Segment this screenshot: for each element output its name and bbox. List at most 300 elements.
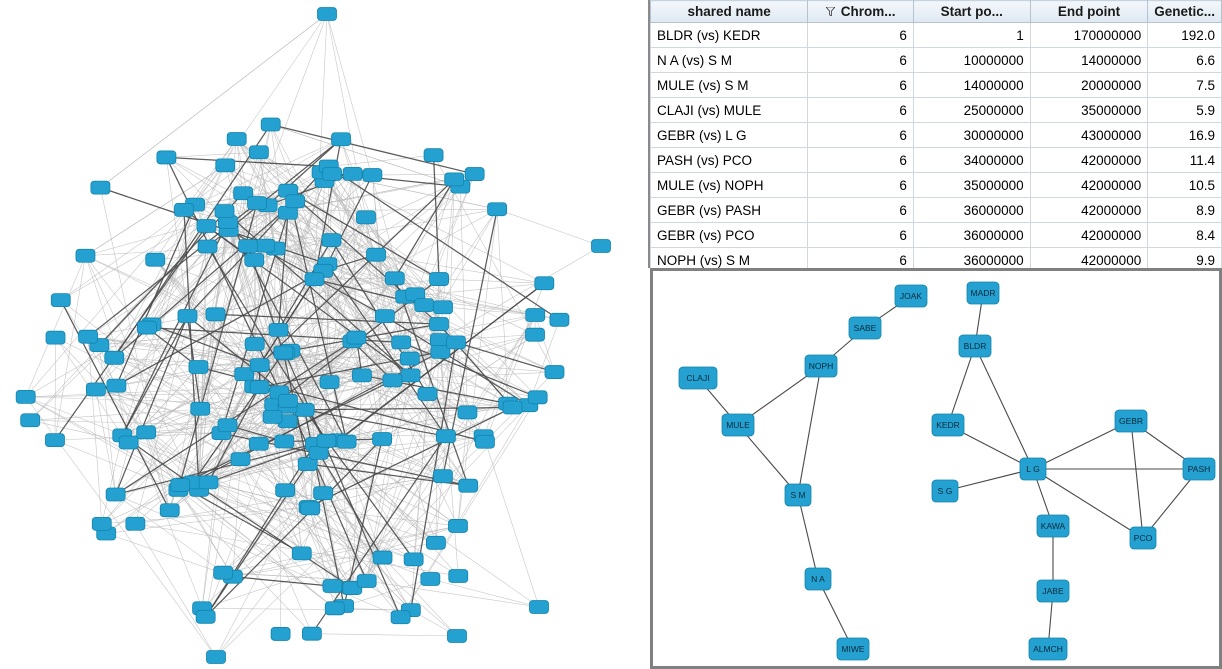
network-node[interactable] [249, 146, 268, 159]
network-node-shape[interactable] [356, 211, 375, 224]
network-node-shape[interactable] [446, 336, 465, 349]
network-node[interactable] [206, 308, 225, 321]
network-node-shape[interactable] [92, 517, 111, 530]
network-node-shape[interactable] [530, 601, 549, 614]
network-node-shape[interactable] [445, 173, 464, 186]
table-cell-start_point[interactable]: 1 [913, 23, 1030, 48]
network-node[interactable] [322, 234, 341, 247]
network-node[interactable] [207, 651, 226, 664]
table-cell-chrom[interactable]: 6 [808, 148, 914, 173]
table-cell-chrom[interactable]: 6 [808, 48, 914, 73]
network-node-shape[interactable] [458, 406, 477, 419]
network-node-shape[interactable] [323, 167, 342, 180]
network-node-shape[interactable] [245, 337, 264, 350]
table-cell-start_point[interactable]: 36000000 [913, 198, 1030, 223]
network-node[interactable] [249, 437, 268, 450]
network-node[interactable] [227, 132, 246, 145]
network-node-shape[interactable] [320, 376, 339, 389]
network-node[interactable] [295, 403, 314, 416]
network-node-shape[interactable] [275, 435, 294, 448]
network-node[interactable] [91, 181, 110, 194]
network-node-shape[interactable] [16, 390, 35, 403]
network-node[interactable] [286, 195, 305, 208]
network-node-shape[interactable] [126, 517, 145, 530]
network-node-shape[interactable] [105, 351, 124, 364]
network-node[interactable] [373, 551, 392, 564]
network-node[interactable] [433, 470, 452, 483]
network-node[interactable] [426, 536, 445, 549]
network-node-shape[interactable] [391, 611, 410, 624]
table-cell-chrom[interactable]: 6 [808, 73, 914, 98]
network-node-miwe[interactable] [837, 638, 869, 660]
network-node-shape[interactable] [119, 436, 138, 449]
table-row[interactable] [651, 248, 1222, 269]
network-node-shape[interactable] [323, 579, 342, 592]
network-node[interactable] [526, 308, 545, 321]
table-cell-end_point[interactable]: 42000000 [1030, 248, 1148, 269]
network-node[interactable] [530, 601, 549, 614]
network-node[interactable] [375, 310, 394, 323]
network-node[interactable] [271, 627, 290, 640]
network-node-shape[interactable] [171, 479, 190, 492]
network-node[interactable] [245, 254, 264, 267]
table-row[interactable] [651, 223, 1222, 248]
network-node[interactable] [269, 323, 288, 336]
table-cell-end_point[interactable]: 14000000 [1030, 48, 1148, 73]
network-node[interactable] [105, 351, 124, 364]
network-node-shape[interactable] [216, 159, 235, 172]
network-node-shape[interactable] [426, 536, 445, 549]
network-node-shape[interactable] [314, 487, 333, 500]
table-cell-chrom[interactable]: 6 [808, 98, 914, 123]
network-node[interactable] [400, 352, 419, 365]
table-cell-end_point[interactable]: 43000000 [1030, 123, 1148, 148]
column-header-chromosome[interactable] [808, 1, 914, 23]
network-node[interactable] [385, 272, 404, 285]
network-node[interactable] [318, 8, 337, 21]
network-node-sabe[interactable] [849, 317, 881, 339]
network-node[interactable] [383, 374, 402, 387]
network-node-shape[interactable] [137, 426, 156, 439]
network-node[interactable] [137, 321, 156, 334]
network-node[interactable] [16, 390, 35, 403]
network-node-shape[interactable] [206, 308, 225, 321]
table-cell-genetic[interactable]: 10.5 [1148, 173, 1222, 198]
network-node-shape[interactable] [91, 181, 110, 194]
table-cell-shared_name[interactable]: CLAJI (vs) MULE [651, 98, 808, 123]
table-body[interactable] [651, 23, 1222, 269]
network-node[interactable] [301, 502, 320, 515]
table-cell-genetic[interactable]: 16.9 [1148, 123, 1222, 148]
network-node-shape[interactable] [545, 366, 564, 379]
network-node-shape[interactable] [305, 273, 324, 286]
network-node-shape[interactable] [347, 331, 366, 344]
network-node[interactable] [214, 566, 233, 579]
network-node[interactable] [137, 426, 156, 439]
network-node[interactable] [196, 610, 215, 623]
network-node-shape[interactable] [189, 361, 208, 374]
network-node[interactable] [404, 553, 423, 566]
table-cell-end_point[interactable]: 42000000 [1030, 173, 1148, 198]
network-node[interactable] [250, 381, 269, 394]
network-node-shape[interactable] [76, 249, 95, 262]
network-node-shape[interactable] [249, 146, 268, 159]
network-node[interactable] [391, 611, 410, 624]
edge-table[interactable] [650, 0, 1222, 268]
network-node-shape[interactable] [239, 240, 258, 253]
table-row[interactable] [651, 23, 1222, 48]
network-node[interactable] [373, 432, 392, 445]
table-cell-start_point[interactable]: 35000000 [913, 173, 1030, 198]
network-node-shape[interactable] [174, 203, 193, 216]
network-node[interactable] [323, 579, 342, 592]
column-header-end-point[interactable] [1030, 1, 1148, 23]
network-node-shape[interactable] [249, 437, 268, 450]
network-node[interactable] [535, 277, 554, 290]
network-node-shape[interactable] [343, 167, 362, 180]
network-node-pash[interactable] [1183, 458, 1215, 480]
network-node-mule[interactable] [722, 414, 754, 436]
network-node-shape[interactable] [302, 627, 321, 640]
network-node[interactable] [343, 167, 362, 180]
network-node[interactable] [191, 402, 210, 415]
network-node[interactable] [107, 379, 126, 392]
network-node[interactable] [278, 394, 297, 407]
network-node-shape[interactable] [404, 553, 423, 566]
network-node[interactable] [347, 331, 366, 344]
network-node[interactable] [465, 168, 484, 181]
network-node-shape[interactable] [448, 519, 467, 532]
table-cell-start_point[interactable]: 34000000 [913, 148, 1030, 173]
table-cell-start_point[interactable]: 30000000 [913, 123, 1030, 148]
network-node-shape[interactable] [248, 196, 267, 209]
table-cell-shared_name[interactable]: N A (vs) S M [651, 48, 808, 73]
network-node[interactable] [250, 359, 269, 372]
network-node-noph[interactable] [805, 355, 837, 377]
network-node-kawa[interactable] [1037, 515, 1069, 537]
network-node-shape[interactable] [274, 346, 293, 359]
network-node-shape[interactable] [198, 240, 217, 253]
network-node-shape[interactable] [318, 8, 337, 21]
network-node[interactable] [309, 446, 328, 459]
network-node-shape[interactable] [418, 387, 437, 400]
network-node-shape[interactable] [245, 254, 264, 267]
table-cell-genetic[interactable]: 5.9 [1148, 98, 1222, 123]
network-node-shape[interactable] [160, 504, 179, 517]
column-header-shared-name[interactable] [651, 1, 808, 23]
table-cell-end_point[interactable]: 170000000 [1030, 23, 1148, 48]
network-node[interactable] [446, 336, 465, 349]
table-cell-shared_name[interactable]: PASH (vs) PCO [651, 148, 808, 173]
table-cell-start_point[interactable]: 36000000 [913, 223, 1030, 248]
network-view-small[interactable] [650, 268, 1222, 669]
network-node-s-m[interactable] [785, 484, 811, 506]
table-cell-start_point[interactable]: 10000000 [913, 48, 1030, 73]
network-node-shape[interactable] [535, 277, 554, 290]
network-node[interactable] [550, 313, 569, 326]
network-node[interactable] [197, 219, 216, 232]
network-node-shape[interactable] [503, 401, 522, 414]
network-node-shape[interactable] [271, 627, 290, 640]
table-cell-shared_name[interactable]: BLDR (vs) KEDR [651, 23, 808, 48]
network-node[interactable] [189, 361, 208, 374]
network-node-jabe[interactable] [1037, 580, 1069, 602]
network-node-shape[interactable] [295, 403, 314, 416]
network-node-shape[interactable] [51, 294, 70, 307]
table-row[interactable] [651, 198, 1222, 223]
network-node-shape[interactable] [250, 381, 269, 394]
network-node[interactable] [45, 434, 64, 447]
network-node-shape[interactable] [526, 308, 545, 321]
network-node[interactable] [526, 328, 545, 341]
network-node-shape[interactable] [197, 219, 216, 232]
table-cell-chrom[interactable]: 6 [808, 248, 914, 269]
network-node[interactable] [448, 519, 467, 532]
network-node[interactable] [79, 330, 98, 343]
network-node-shape[interactable] [214, 566, 233, 579]
table-cell-genetic[interactable]: 8.9 [1148, 198, 1222, 223]
network-node[interactable] [332, 133, 351, 146]
network-node-shape[interactable] [107, 379, 126, 392]
network-node[interactable] [418, 387, 437, 400]
network-node-shape[interactable] [415, 299, 434, 312]
table-cell-start_point[interactable]: 36000000 [913, 248, 1030, 269]
network-node-shape[interactable] [301, 502, 320, 515]
network-node[interactable] [458, 406, 477, 419]
table-cell-genetic[interactable]: 8.4 [1148, 223, 1222, 248]
table-cell-start_point[interactable]: 14000000 [913, 73, 1030, 98]
table-cell-end_point[interactable]: 42000000 [1030, 223, 1148, 248]
network-node[interactable] [46, 331, 65, 344]
network-node[interactable] [231, 453, 250, 466]
network-node[interactable] [430, 273, 449, 286]
network-node[interactable] [119, 436, 138, 449]
network-node-shape[interactable] [392, 336, 411, 349]
network-node-shape[interactable] [400, 352, 419, 365]
network-node-shape[interactable] [433, 470, 452, 483]
network-node-shape[interactable] [276, 484, 295, 497]
table-cell-chrom[interactable]: 6 [808, 123, 914, 148]
network-node-shape[interactable] [292, 547, 311, 560]
network-node-shape[interactable] [227, 132, 246, 145]
network-node-gebr[interactable] [1115, 410, 1147, 432]
network-node[interactable] [302, 627, 321, 640]
network-node[interactable] [21, 414, 40, 427]
network-node-shape[interactable] [325, 602, 344, 615]
network-node[interactable] [436, 430, 455, 443]
table-cell-end_point[interactable]: 42000000 [1030, 198, 1148, 223]
network-small-canvas[interactable] [653, 271, 1219, 666]
network-node[interactable] [239, 240, 258, 253]
network-node-kedr[interactable] [932, 414, 964, 436]
network-node[interactable] [76, 249, 95, 262]
network-node[interactable] [488, 203, 507, 216]
node-table-panel[interactable] [648, 0, 1222, 268]
network-node[interactable] [198, 240, 217, 253]
network-node-shape[interactable] [357, 574, 376, 587]
network-node[interactable] [433, 301, 452, 314]
network-node-shape[interactable] [436, 430, 455, 443]
network-node-shape[interactable] [475, 435, 494, 448]
network-node-shape[interactable] [528, 391, 547, 404]
network-node[interactable] [218, 419, 237, 432]
network-node[interactable] [392, 336, 411, 349]
network-node-shape[interactable] [278, 206, 297, 219]
network-node[interactable] [325, 602, 344, 615]
network-node[interactable] [356, 211, 375, 224]
table-cell-shared_name[interactable]: NOPH (vs) S M [651, 248, 808, 269]
network-node-shape[interactable] [21, 414, 40, 427]
table-cell-start_point[interactable]: 25000000 [913, 98, 1030, 123]
network-node-shape[interactable] [373, 551, 392, 564]
network-node-n-a[interactable] [805, 568, 831, 590]
column-header-start-point[interactable] [913, 1, 1030, 23]
table-cell-end_point[interactable]: 20000000 [1030, 73, 1148, 98]
network-node[interactable] [475, 435, 494, 448]
network-node-shape[interactable] [465, 168, 484, 181]
network-node[interactable] [178, 310, 197, 323]
network-node[interactable] [275, 435, 294, 448]
network-node-shape[interactable] [215, 205, 234, 218]
network-node[interactable] [592, 240, 611, 253]
network-node[interactable] [51, 294, 70, 307]
table-cell-genetic[interactable]: 9.9 [1148, 248, 1222, 269]
network-node[interactable] [276, 484, 295, 497]
network-node-shape[interactable] [352, 369, 371, 382]
table-cell-end_point[interactable]: 42000000 [1030, 148, 1148, 173]
network-node-shape[interactable] [157, 151, 176, 164]
network-node[interactable] [263, 410, 282, 423]
network-node-shape[interactable] [309, 446, 328, 459]
network-node-joak[interactable] [895, 285, 927, 307]
network-node-shape[interactable] [332, 133, 351, 146]
network-node-shape[interactable] [550, 313, 569, 326]
network-node-shape[interactable] [231, 453, 250, 466]
table-row[interactable] [651, 48, 1222, 73]
network-node-shape[interactable] [191, 402, 210, 415]
table-row[interactable] [651, 148, 1222, 173]
network-node[interactable] [92, 517, 111, 530]
network-node[interactable] [317, 434, 336, 447]
network-node-shape[interactable] [263, 410, 282, 423]
network-node-shape[interactable] [592, 240, 611, 253]
table-cell-chrom[interactable]: 6 [808, 173, 914, 198]
network-node[interactable] [126, 517, 145, 530]
network-node[interactable] [199, 476, 218, 489]
network-node-shape[interactable] [430, 273, 449, 286]
network-node-shape[interactable] [146, 253, 165, 266]
network-node-shape[interactable] [367, 248, 386, 261]
network-node-shape[interactable] [385, 272, 404, 285]
table-cell-end_point[interactable]: 35000000 [1030, 98, 1148, 123]
network-node[interactable] [429, 318, 448, 331]
network-node[interactable] [401, 369, 420, 382]
network-node[interactable] [248, 196, 267, 209]
table-cell-shared_name[interactable]: MULE (vs) S M [651, 73, 808, 98]
network-node[interactable] [449, 569, 468, 582]
network-node-shape[interactable] [383, 374, 402, 387]
network-node-shape[interactable] [45, 434, 64, 447]
network-node-shape[interactable] [375, 310, 394, 323]
table-cell-shared_name[interactable]: GEBR (vs) PASH [651, 198, 808, 223]
network-node[interactable] [215, 205, 234, 218]
network-node[interactable] [528, 391, 547, 404]
network-node[interactable] [357, 574, 376, 587]
network-node[interactable] [216, 159, 235, 172]
network-node-shape[interactable] [286, 195, 305, 208]
table-row[interactable] [651, 123, 1222, 148]
network-node[interactable] [171, 479, 190, 492]
network-node-shape[interactable] [79, 330, 98, 343]
network-node[interactable] [106, 488, 125, 501]
network-node-claji[interactable] [679, 367, 717, 389]
network-node-shape[interactable] [199, 476, 218, 489]
network-node[interactable] [160, 504, 179, 517]
column-header-genetic[interactable] [1148, 1, 1222, 23]
network-node-shape[interactable] [46, 331, 65, 344]
network-node[interactable] [421, 573, 440, 586]
table-row[interactable] [651, 73, 1222, 98]
network-node[interactable] [146, 253, 165, 266]
network-node[interactable] [503, 401, 522, 414]
network-node-shape[interactable] [488, 203, 507, 216]
table-row[interactable] [651, 98, 1222, 123]
network-node-shape[interactable] [207, 651, 226, 664]
table-cell-shared_name[interactable]: GEBR (vs) L G [651, 123, 808, 148]
network-node-shape[interactable] [278, 394, 297, 407]
network-node-shape[interactable] [424, 149, 443, 162]
network-node[interactable] [256, 239, 275, 252]
network-node-shape[interactable] [137, 321, 156, 334]
network-node-shape[interactable] [86, 383, 105, 396]
network-node[interactable] [278, 206, 297, 219]
network-node-shape[interactable] [106, 488, 125, 501]
table-cell-genetic[interactable]: 11.4 [1148, 148, 1222, 173]
network-node[interactable] [323, 167, 342, 180]
network-node-shape[interactable] [526, 328, 545, 341]
table-cell-chrom[interactable]: 6 [808, 23, 914, 48]
table-cell-genetic[interactable]: 6.6 [1148, 48, 1222, 73]
network-node-shape[interactable] [178, 310, 197, 323]
network-node[interactable] [363, 169, 382, 182]
table-cell-genetic[interactable]: 192.0 [1148, 23, 1222, 48]
network-node-shape[interactable] [337, 435, 356, 448]
network-node-pco[interactable] [1130, 527, 1156, 549]
table-cell-chrom[interactable]: 6 [808, 198, 914, 223]
network-node-shape[interactable] [401, 369, 420, 382]
network-node[interactable] [445, 173, 464, 186]
network-node[interactable] [157, 151, 176, 164]
network-node-shape[interactable] [429, 318, 448, 331]
network-node[interactable] [320, 376, 339, 389]
network-node-shape[interactable] [459, 479, 478, 492]
network-node[interactable] [274, 346, 293, 359]
network-node[interactable] [424, 149, 443, 162]
network-node[interactable] [459, 479, 478, 492]
network-node-shape[interactable] [363, 169, 382, 182]
network-node-shape[interactable] [449, 569, 468, 582]
network-node[interactable] [305, 273, 324, 286]
network-node[interactable] [545, 366, 564, 379]
network-node-shape[interactable] [250, 359, 269, 372]
table-row[interactable] [651, 173, 1222, 198]
table-cell-shared_name[interactable]: MULE (vs) NOPH [651, 173, 808, 198]
network-node-shape[interactable] [196, 610, 215, 623]
network-node-shape[interactable] [433, 301, 452, 314]
network-node-shape[interactable] [448, 630, 467, 643]
network-node-shape[interactable] [256, 239, 275, 252]
network-node[interactable] [448, 630, 467, 643]
